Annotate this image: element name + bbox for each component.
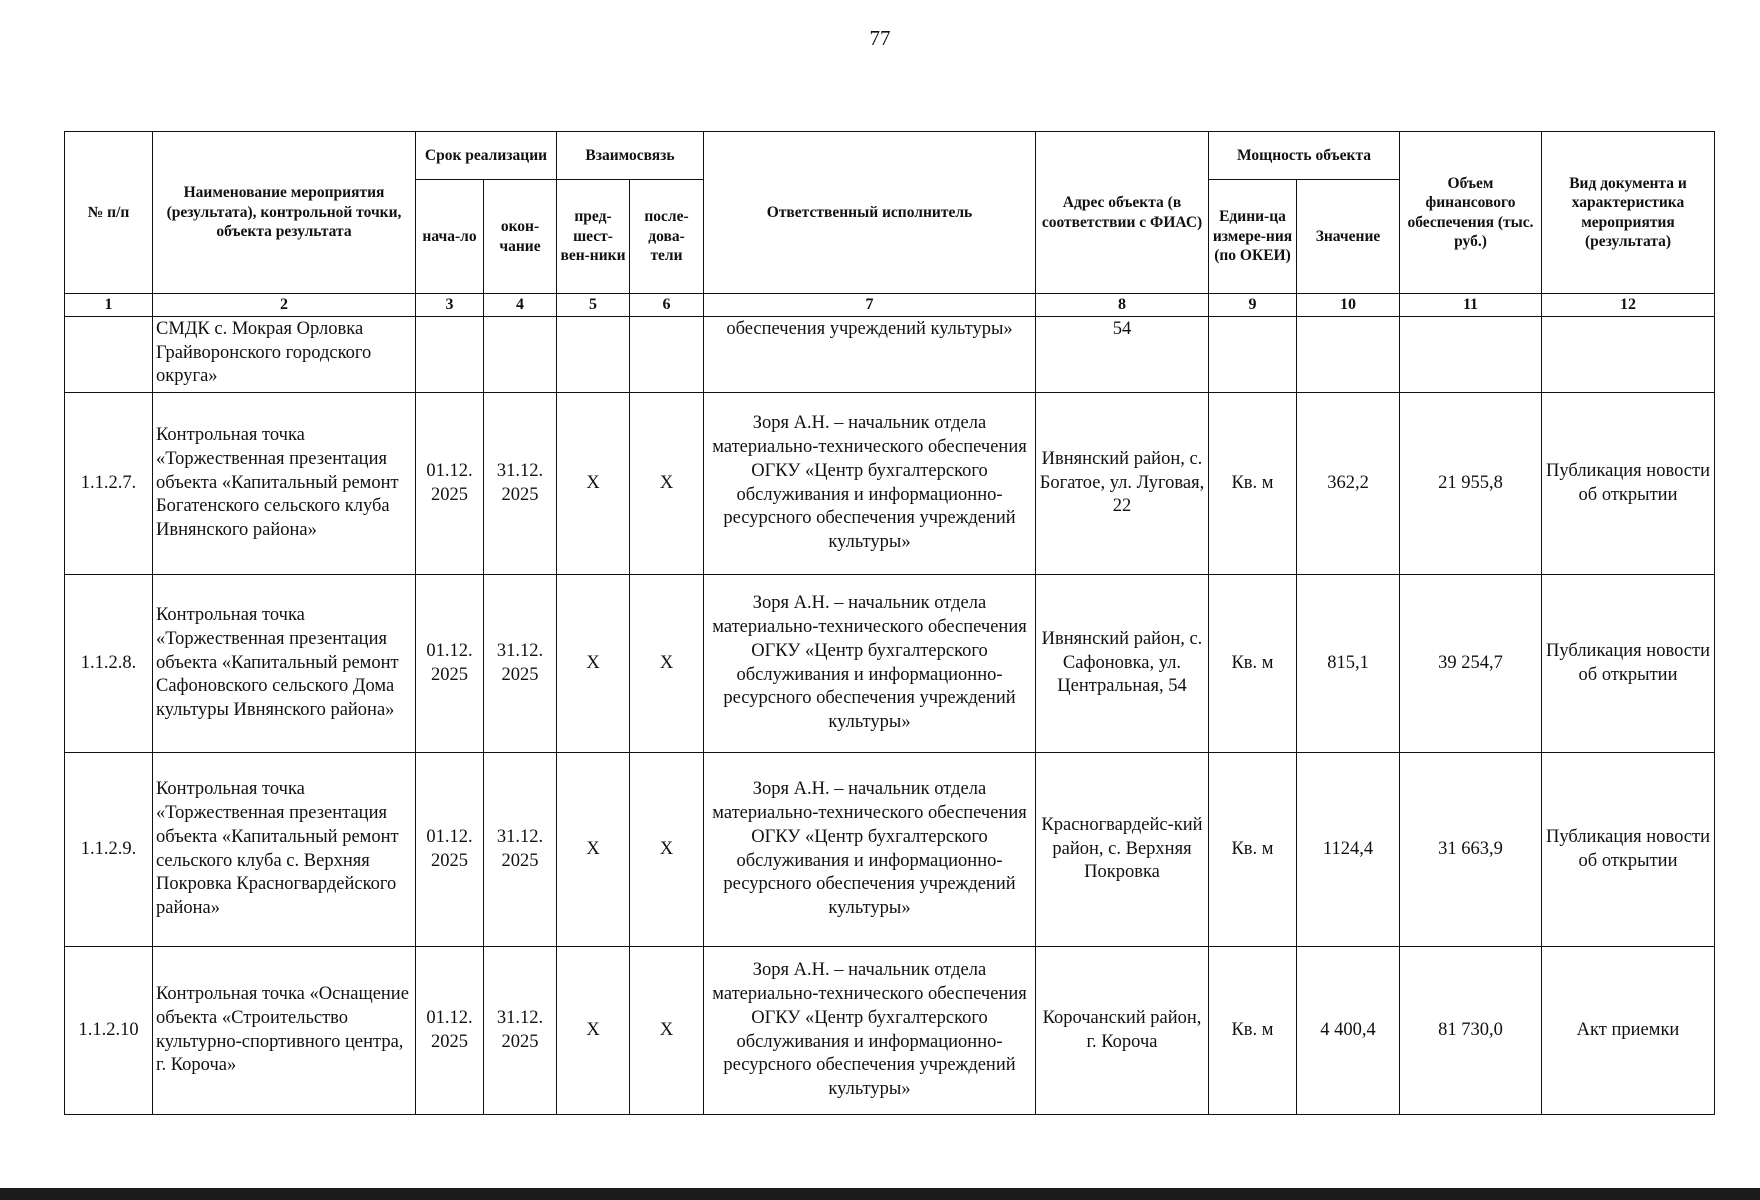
cell-prev: X xyxy=(557,393,630,575)
cell-executor: Зоря А.Н. – начальник отдела материально-технического обеспечения ОГКУ «Центр бухгалтерского обслуживания и информационно-ресурсного обеспечения учреждений культуры» xyxy=(704,947,1036,1115)
header-link-group: Взаимосвязь xyxy=(557,132,704,180)
cell-num: 1.1.2.7. xyxy=(65,393,153,575)
cell-unit: Кв. м xyxy=(1209,947,1297,1115)
cell-value: 815,1 xyxy=(1297,575,1400,753)
cell-next: X xyxy=(630,575,704,753)
cell-start: 01.12. 2025 xyxy=(416,947,484,1115)
cell-address: Ивнянский район, с. Сафоновка, ул. Центральная, 54 xyxy=(1036,575,1209,753)
cell-finance xyxy=(1400,317,1542,393)
cell-finance: 39 254,7 xyxy=(1400,575,1542,753)
cell-doc: Публикация новости об открытии xyxy=(1542,575,1715,753)
column-number: 10 xyxy=(1297,294,1400,317)
cell-start: 01.12. 2025 xyxy=(416,393,484,575)
cell-start xyxy=(416,317,484,393)
cell-address: Красногвардейс-кий район, с. Верхняя Покровка xyxy=(1036,753,1209,947)
cell-prev xyxy=(557,317,630,393)
cell-name: Контрольная точка «Торжественная презентация объекта «Капитальный ремонт сельского клуба с. Верхняя Покровка Красногвардейского района» xyxy=(153,753,416,947)
table-row xyxy=(65,753,1715,947)
cell-unit: Кв. м xyxy=(1209,393,1297,575)
page-number: 77 xyxy=(869,26,891,50)
header-value: Значение xyxy=(1297,180,1400,294)
cell-value: 1124,4 xyxy=(1297,753,1400,947)
column-number: 9 xyxy=(1209,294,1297,317)
header-term-group: Срок реализации xyxy=(416,132,557,180)
cell-end: 31.12. 2025 xyxy=(484,575,557,753)
cell-doc xyxy=(1542,317,1715,393)
column-number: 6 xyxy=(630,294,704,317)
cell-executor: Зоря А.Н. – начальник отдела материально-технического обеспечения ОГКУ «Центр бухгалтерского обслуживания и информационно-ресурсного обеспечения учреждений культуры» xyxy=(704,393,1036,575)
cell-next: X xyxy=(630,393,704,575)
cell-end: 31.12. 2025 xyxy=(484,947,557,1115)
cell-prev: X xyxy=(557,575,630,753)
header-executor: Ответственный исполнитель xyxy=(704,132,1036,294)
scan-edge xyxy=(0,1188,1760,1200)
header-term-start: нача-ло xyxy=(416,180,484,294)
cell-next: X xyxy=(630,947,704,1115)
cell-next: X xyxy=(630,753,704,947)
cell-prev: X xyxy=(557,947,630,1115)
cell-next xyxy=(630,317,704,393)
column-number: 12 xyxy=(1542,294,1715,317)
header-link-prev: пред-шест-вен-ники xyxy=(557,180,630,294)
header-doc: Вид документа и характеристика мероприятия (результата) xyxy=(1542,132,1715,294)
column-number: 5 xyxy=(557,294,630,317)
header-link-next: после-дова-тели xyxy=(630,180,704,294)
cell-value: 362,2 xyxy=(1297,393,1400,575)
table-row xyxy=(65,947,1715,1115)
table-row xyxy=(65,575,1715,753)
header-name: Наименование мероприятия (результата), контрольной точки, объекта результата xyxy=(153,132,416,294)
column-number: 11 xyxy=(1400,294,1542,317)
cell-num xyxy=(65,317,153,393)
cell-name: Контрольная точка «Оснащение объекта «Строительство культурно-спортивного центра, г. Короча» xyxy=(153,947,416,1115)
cell-unit: Кв. м xyxy=(1209,575,1297,753)
column-number: 7 xyxy=(704,294,1036,317)
cell-finance: 81 730,0 xyxy=(1400,947,1542,1115)
cell-num: 1.1.2.10 xyxy=(65,947,153,1115)
cell-address: Ивнянский район, с. Богатое, ул. Луговая, 22 xyxy=(1036,393,1209,575)
cell-name: Контрольная точка «Торжественная презентация объекта «Капитальный ремонт Богатенского сельского клуба Ивнянского района» xyxy=(153,393,416,575)
cell-name: Контрольная точка «Торжественная презентация объекта «Капитальный ремонт Сафоновского сельского Дома культуры Ивнянского района» xyxy=(153,575,416,753)
column-number: 3 xyxy=(416,294,484,317)
header-capacity-group: Мощность объекта xyxy=(1209,132,1400,180)
cell-doc: Публикация новости об открытии xyxy=(1542,753,1715,947)
cell-executor: обеспечения учреждений культуры» xyxy=(704,317,1036,393)
table-row-continuation xyxy=(65,317,1715,393)
plan-table xyxy=(64,131,1715,1115)
cell-finance: 21 955,8 xyxy=(1400,393,1542,575)
cell-doc: Публикация новости об открытии xyxy=(1542,393,1715,575)
cell-value: 4 400,4 xyxy=(1297,947,1400,1115)
column-number: 1 xyxy=(65,294,153,317)
cell-unit: Кв. м xyxy=(1209,753,1297,947)
cell-end: 31.12. 2025 xyxy=(484,753,557,947)
table-row xyxy=(65,393,1715,575)
cell-unit xyxy=(1209,317,1297,393)
header-unit: Едини-ца измере-ния (по ОКЕИ) xyxy=(1209,180,1297,294)
cell-start: 01.12. 2025 xyxy=(416,753,484,947)
cell-doc: Акт приемки xyxy=(1542,947,1715,1115)
column-number: 8 xyxy=(1036,294,1209,317)
cell-start: 01.12. 2025 xyxy=(416,575,484,753)
header-term-end: окон-чание xyxy=(484,180,557,294)
header-address: Адрес объекта (в соответствии с ФИАС) xyxy=(1036,132,1209,294)
cell-finance: 31 663,9 xyxy=(1400,753,1542,947)
header-finance: Объем финансового обеспечения (тыс. руб.) xyxy=(1400,132,1542,294)
cell-address: Корочанский район, г. Короча xyxy=(1036,947,1209,1115)
header-num: № п/п xyxy=(65,132,153,294)
cell-end xyxy=(484,317,557,393)
cell-end: 31.12. 2025 xyxy=(484,393,557,575)
cell-num: 1.1.2.8. xyxy=(65,575,153,753)
cell-prev: X xyxy=(557,753,630,947)
cell-num: 1.1.2.9. xyxy=(65,753,153,947)
cell-value xyxy=(1297,317,1400,393)
column-number: 2 xyxy=(153,294,416,317)
cell-name: СМДК с. Мокрая Орловка Грайворонского городского округа» xyxy=(153,317,416,393)
cell-executor: Зоря А.Н. – начальник отдела материально-технического обеспечения ОГКУ «Центр бухгалтерского обслуживания и информационно-ресурсного обеспечения учреждений культуры» xyxy=(704,753,1036,947)
column-number: 4 xyxy=(484,294,557,317)
cell-executor: Зоря А.Н. – начальник отдела материально-технического обеспечения ОГКУ «Центр бухгалтерского обслуживания и информационно-ресурсного обеспечения учреждений культуры» xyxy=(704,575,1036,753)
cell-address: 54 xyxy=(1036,317,1209,393)
